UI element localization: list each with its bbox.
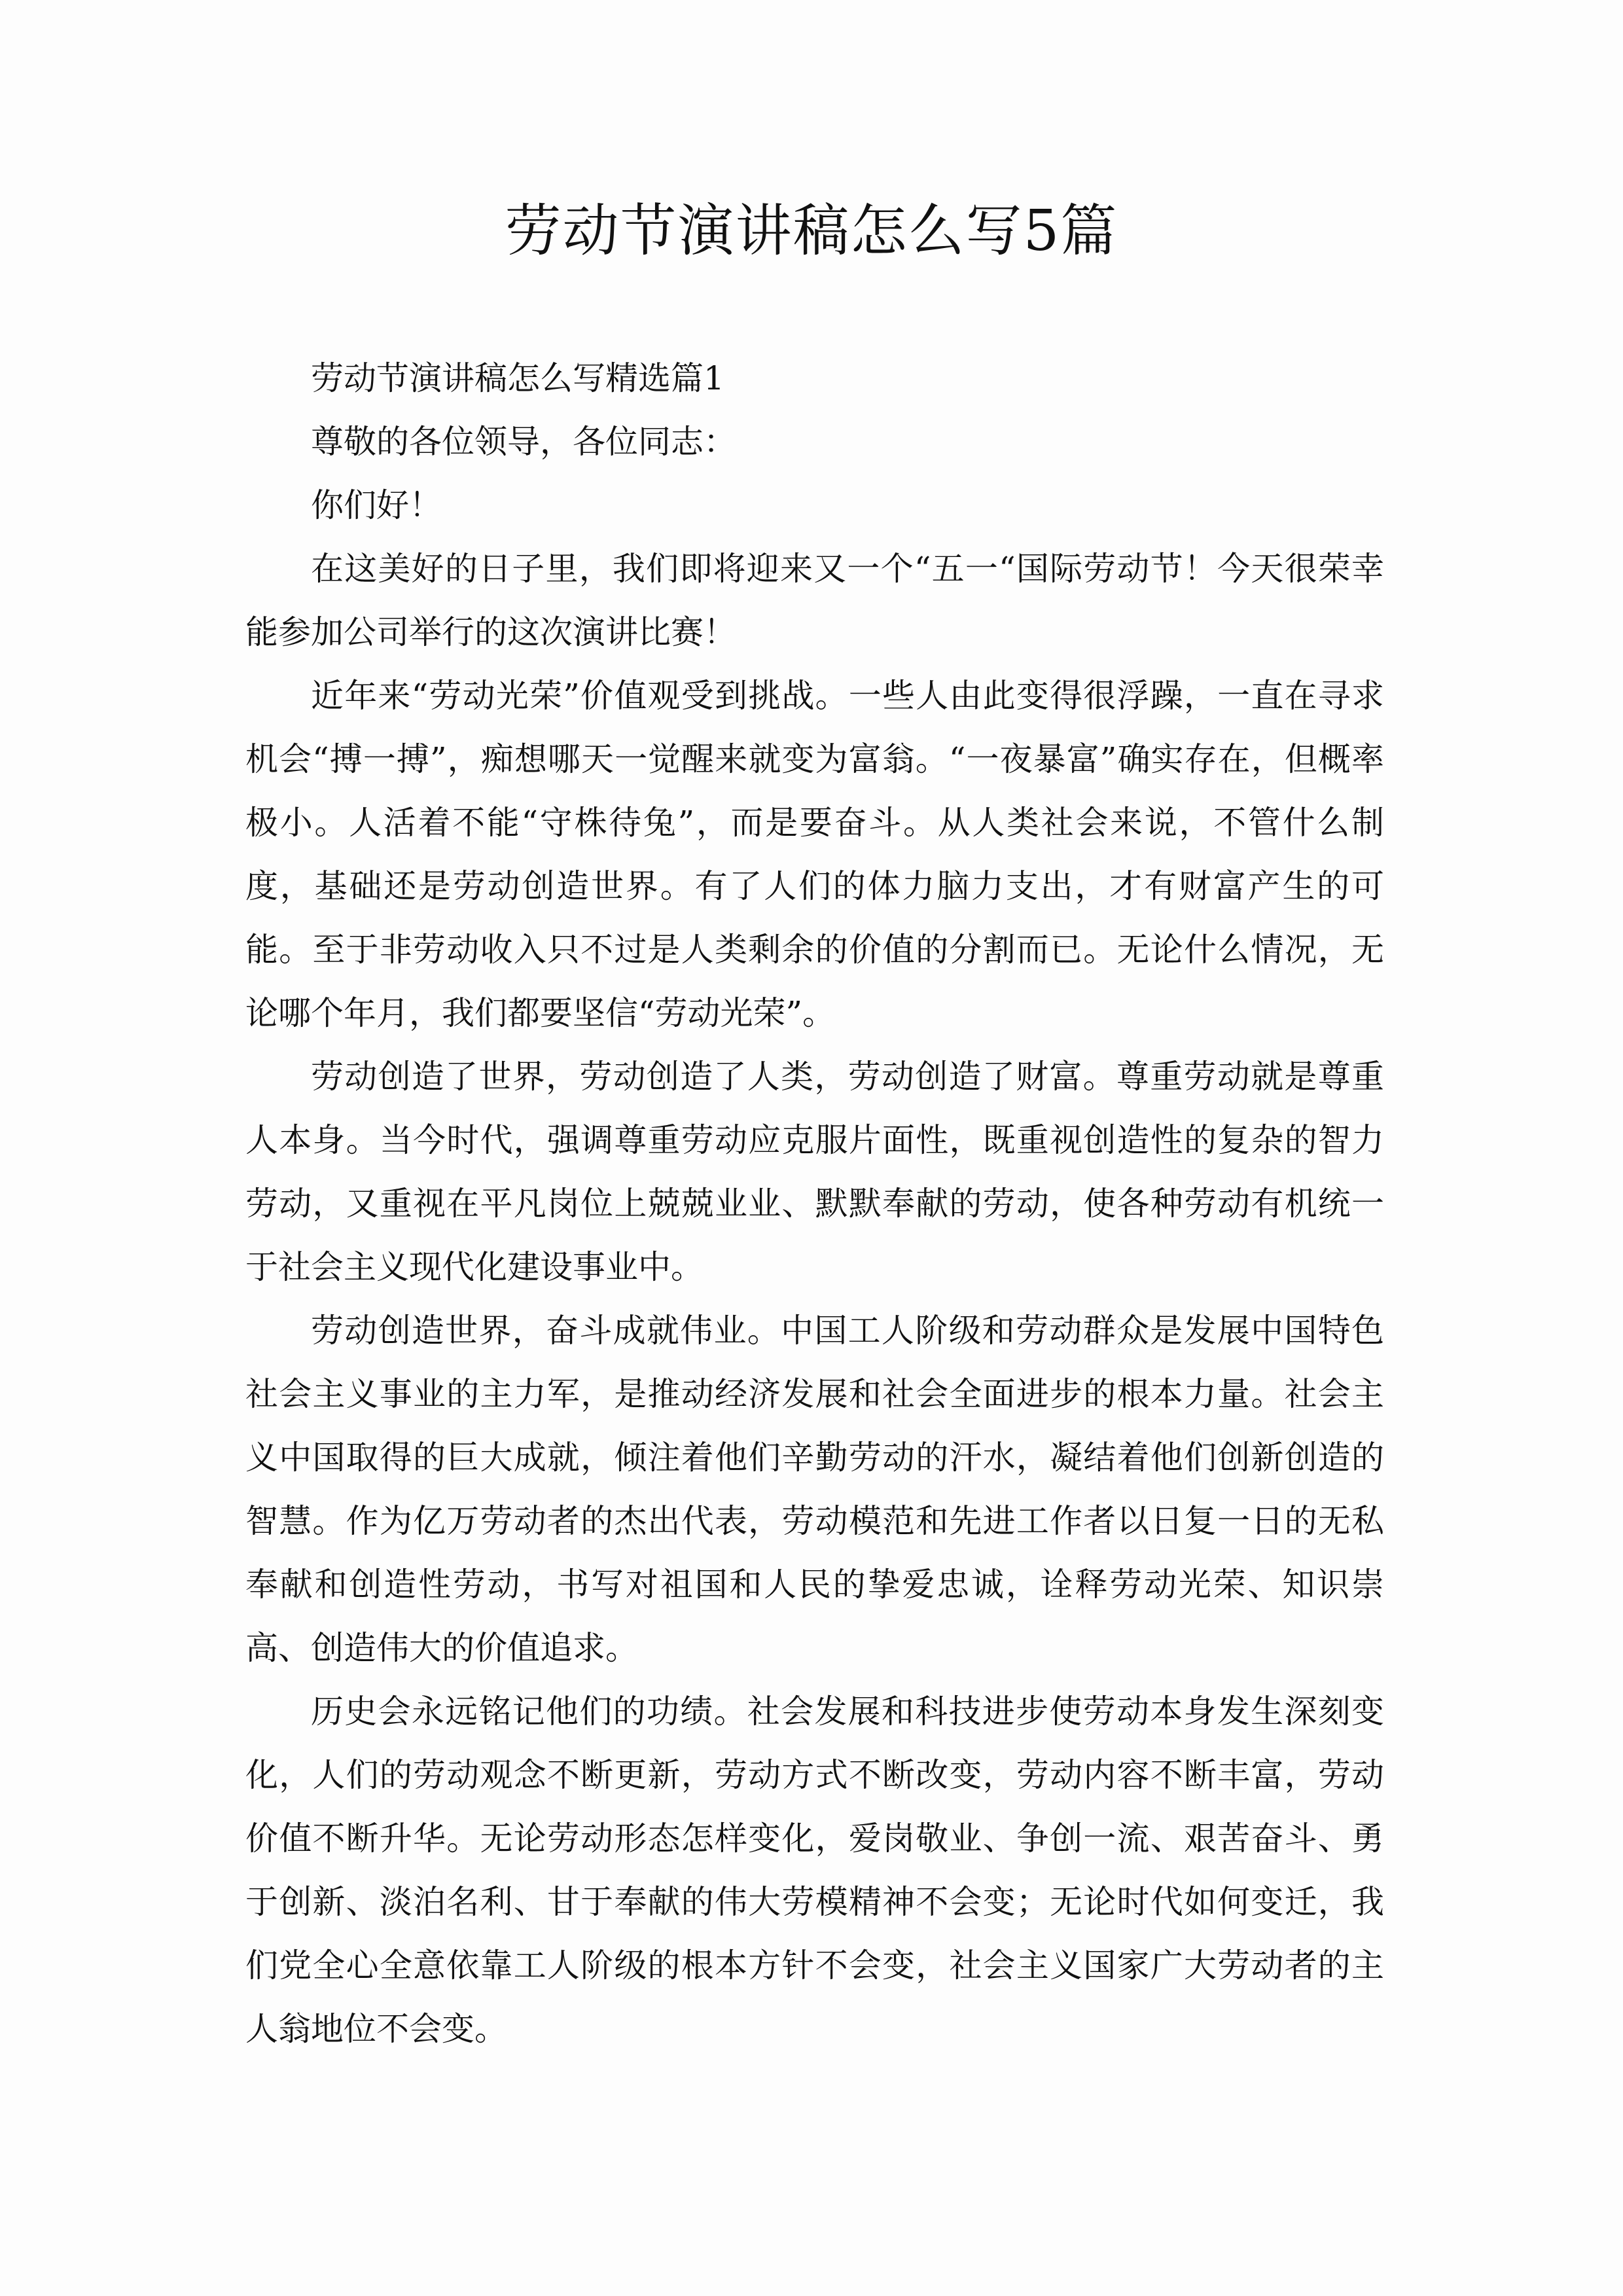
document-title: 劳动节演讲稿怎么写5篇 — [505, 198, 1118, 264]
greeting: 你们好！ — [311, 486, 442, 524]
section-heading: 劳动节演讲稿怎么写精选篇1 — [311, 359, 724, 397]
document-body — [245, 347, 1384, 2061]
paragraph: 历史会永远铭记他们的功绩。社会发展和科技进步使劳动本身发生深刻变化，人们的劳动观念不断更新，劳动方式不断改变，劳动内容不断丰富，劳动价值不断升华。无论劳动形态怎样变化，爱岗敬业、争创一流、艰苦奋斗、勇于创新、淡泊名利、甘于奉献的伟大劳模精神不会变；无论时代如何变迁，我们党全心全意依靠工人阶级的根本方针不会变，社会主义国家广大劳动者的主人翁地位不会变。 — [245, 1693, 1384, 2048]
salutation: 尊敬的各位领导，各位同志： — [311, 423, 736, 461]
paragraph: 劳动创造世界，奋斗成就伟业。中国工人阶级和劳动群众是发展中国特色社会主义事业的主力军，是推动经济发展和社会全面进步的根本力量。社会主义中国取得的巨大成就，倾注着他们辛勤劳动的汗水，凝结着他们创新创造的智慧。作为亿万劳动者的杰出代表，劳动模范和先进工作者以日复一日的无私奉献和创造性劳动，书写对祖国和人民的挚爱忠诚，诠释劳动光荣、知识崇高、创造伟大的价值追求。 — [245, 1312, 1384, 1667]
paragraph: 劳动创造了世界，劳动创造了人类，劳动创造了财富。尊重劳动就是尊重人本身。当今时代，强调尊重劳动应克服片面性，既重视创造性的复杂的智力劳动，又重视在平凡岗位上兢兢业业、默默奉献的劳动，使各种劳动有机统一于社会主义现代化建设事业中。 — [245, 1058, 1384, 1286]
paragraph: 在这美好的日子里，我们即将迎来又一个“五一“国际劳动节！今天很荣幸能参加公司举行的这次演讲比赛！ — [245, 550, 1384, 651]
paragraph: 近年来“劳动光荣”价值观受到挑战。一些人由此变得很浮躁，一直在寻求机会“搏一搏”，痴想哪天一觉醒来就变为富翁。“一夜暴富”确实存在，但概率极小。人活着不能“守株待兔”，而是要奋斗。从人类社会来说，不管什么制度，基础还是劳动创造世界。有了人们的体力脑力支出，才有财富产生的可能。至于非劳动收入只不过是人类剩余的价值的分割而已。无论什么情况，无论哪个年月，我们都要坚信“劳动光荣”。 — [245, 677, 1384, 1032]
